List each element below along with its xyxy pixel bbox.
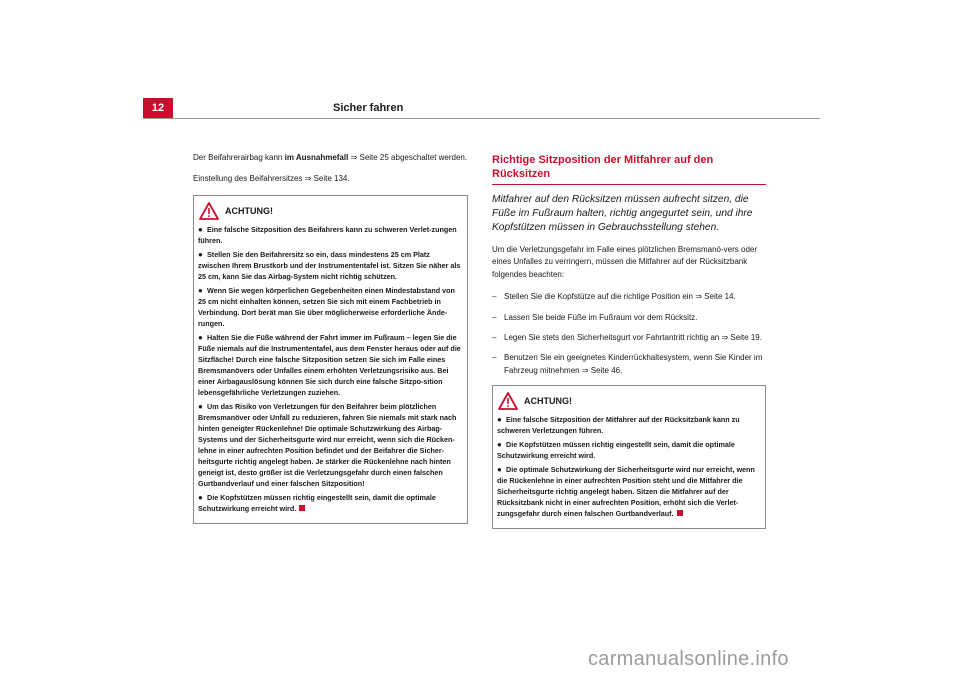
section-title: Sicher fahren: [333, 102, 404, 114]
page-reference[interactable]: ⇒ Seite 25 abgeschaltet werden.: [348, 153, 468, 162]
dash-marker: –: [492, 292, 497, 302]
intro-text: Um die Verletzungsgefahr im Falle eines plötzlichen Bremsmanö-vers oder eines Unfalles zu verringern, müssen die Mitfahrer auf der Rücksitzbank folgendes beachten:: [492, 245, 758, 279]
watermark: carmanualsonline.info: [588, 648, 789, 670]
list-item: – Lassen Sie beide Füße im Fußraum vor dem Rücksitz.: [492, 312, 766, 324]
list-item: – Stellen Sie die Kopfstütze auf die richtige Position ein ⇒ Seite 14.: [492, 291, 766, 303]
seat-adjust-note[interactable]: Einstellung des Beifahrersitzes ⇒ Seite 134.: [193, 174, 350, 183]
warning-item: ● Eine falsche Sitzposition des Beifahrers kann zu schweren Verlet-zungen führen.: [198, 225, 457, 245]
warning-box: [193, 195, 468, 524]
page-header: [143, 98, 820, 119]
warning-item: ● Die optimale Schutzwirkung der Sicherheitsgurte wird nur erreicht, wenn die Rückenlehne in einer aufrechten Position steht und die Mitfahrer die Sicherheitsgurte richtig angelegt haben. Sitzen die Mitfahrer auf der Rücksitzbank nicht in einer aufrechten Position, erhöht sich die Verlet-zungsgefahr durch einen falschen Gurtbandverlauf.: [497, 465, 755, 519]
list-item: – Legen Sie stets den Sicherheitsgurt vor Fahrtantritt richtig an ⇒ Seite 19.: [492, 332, 766, 344]
end-mark-icon: [677, 510, 683, 516]
warning-item: ● Die Kopfstützen müssen richtig eingestellt sein, damit die optimale Schutzwirkung erreicht wird.: [198, 493, 436, 513]
list-item: – Benutzen Sie ein geeignetes Kinderrückhaltesystem, wenn Sie Kinder im Fahrzeug mitnehmen ⇒ Seite 46.: [492, 353, 763, 375]
warning-item: ● Die Kopfstützen müssen richtig eingestellt sein, damit die optimale Schutzwirkung erreicht wird.: [497, 440, 735, 461]
warning-triangle-icon: [498, 392, 518, 410]
airbag-note: Der Beifahrerairbag kann im Ausnahmefall ⇒ Seite 25 abgeschaltet werden.: [193, 153, 468, 162]
left-column: [193, 152, 468, 524]
warning-item: ● Um das Risiko von Verletzungen für den Beifahrer beim plötzlichen Bremsmanöver oder Unfall zu reduzieren, fahren Sie niemals mit stark nach hinten geneigter Rückenlehne! Die optimale Schutzwirkung des Airbag-Systems und der Sicherheitsgurte wird nur erreicht, wenn sich die Rücken-lehne in einer aufrechten Position befindet und der Beifahrer die Sicher-heitsgurte richtig angelegt haben. Je stärker die Rückenlehne nach hinten geneigt ist, desto größer ist die Verletzungsgefahr durch einen falschen Gurtbandverlauf und einer falschen Sitzposition!: [198, 402, 457, 488]
warning-triangle-icon: [199, 202, 219, 220]
section-heading: Richtige Sitzposition der Mitfahrer auf den Rücksitzen: [492, 153, 766, 185]
warning-header: [498, 390, 761, 412]
right-column: [492, 153, 766, 529]
bullet-icon: ●: [198, 250, 203, 259]
bullet-icon: ●: [497, 440, 502, 450]
warning-item: ● Wenn Sie wegen körperlichen Gegebenheiten einen Mindestabstand von 25 cm nicht einhalten können, setzen Sie sich mit einem Fachbetrieb in Verbindung. Dort berät man Sie über möglicherweise erforderliche Ände-rungen.: [198, 286, 455, 328]
warning-item: ● Eine falsche Sitzposition der Mitfahrer auf der Rücksitzbank kann zu schweren Verletzungen führen.: [497, 415, 740, 436]
bullet-icon: ●: [198, 225, 203, 234]
bullet-icon: ●: [198, 286, 203, 295]
dash-marker: –: [492, 333, 497, 343]
warning-title: ACHTUNG!: [524, 396, 572, 407]
warning-box: [492, 385, 766, 529]
lead-text: Mitfahrer auf den Rücksitzen müssen aufrecht sitzen, die Füße im Fußraum halten, richtig angegurtet sein, und ihre Kopfstützen müssen in Gebrauchsstellung stehen.: [492, 194, 753, 233]
dash-marker: –: [492, 312, 497, 322]
bullet-icon: ●: [497, 415, 502, 425]
bullet-icon: ●: [198, 333, 203, 342]
warning-item: ● Halten Sie die Füße während der Fahrt immer im Fußraum – legen Sie die Füße niemals auf die Instrumententafel, aus dem Fenster heraus oder auf die Sitzfläche! Durch eine falsche Sitzposition setzen Sie sich im Falle eines Bremsmanövers oder Unfalles einem erhöhten Verletzungsrisiko aus. Bei einer Airbagauslösung können Sie sich durch eine falsche Sitzpo-sition lebensgefährliche Verletzungen zuziehen.: [198, 333, 461, 397]
emphasis-text: im Ausnahmefall: [284, 153, 349, 162]
bullet-icon: ●: [497, 465, 502, 475]
dash-marker: –: [492, 353, 497, 363]
warning-header: [199, 200, 463, 222]
bullet-icon: ●: [198, 402, 203, 411]
end-mark-icon: [299, 505, 305, 511]
warning-title: ACHTUNG!: [225, 206, 273, 216]
bullet-icon: ●: [198, 493, 203, 502]
page-number: 12: [143, 98, 173, 118]
warning-item: ● Stellen Sie den Beifahrersitz so ein, dass mindestens 25 cm Platz zwischen Ihrem Brustkorb und der Instrumententafel ist. Sitzen Sie näher als 25 cm, kann Sie das Airbag-System nicht richtig schützen.: [198, 250, 461, 281]
